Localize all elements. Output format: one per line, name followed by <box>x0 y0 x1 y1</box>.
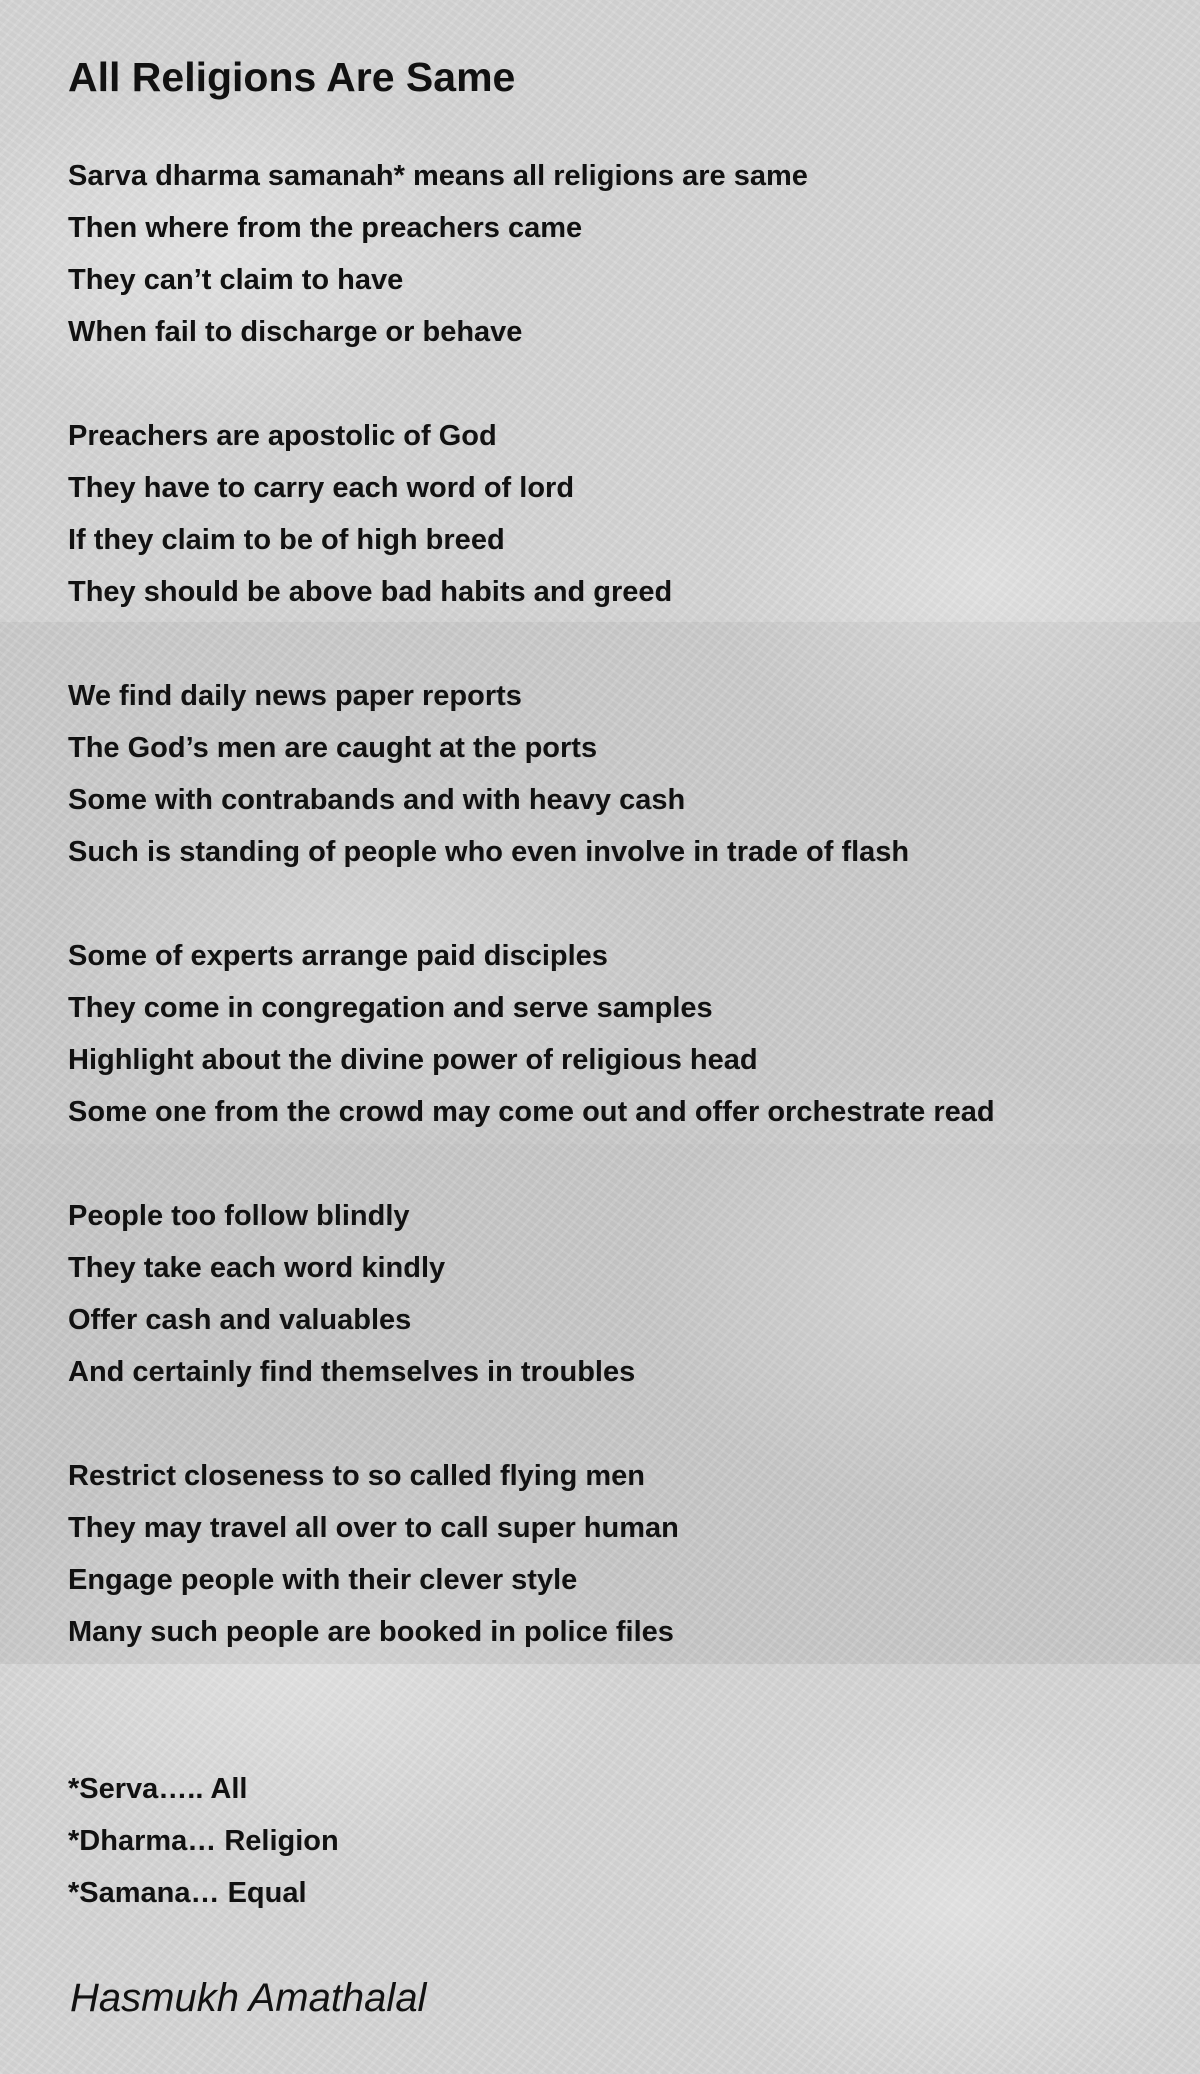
poem-line: Then where from the preachers came <box>68 212 583 244</box>
poem-title: All Religions Are Same <box>68 54 516 100</box>
poem-line: Offer cash and valuables <box>68 1304 412 1336</box>
poem-line: They take each word kindly <box>68 1252 446 1284</box>
poem-line: Such is standing of people who even involve in trade of flash <box>68 836 910 868</box>
poem-line: They can’t claim to have <box>68 264 404 296</box>
poem-line: People too follow blindly <box>68 1200 410 1232</box>
poem-body <box>68 150 995 1710</box>
poem-line: They have to carry each word of lord <box>68 472 575 504</box>
author-name: Hasmukh Amathalal <box>70 1976 427 2020</box>
poem-line: Restrict closeness to so called flying men <box>68 1460 645 1492</box>
stanza-3 <box>68 670 995 878</box>
footnotes <box>68 1763 339 1919</box>
footnote-line: *Dharma… Religion <box>68 1825 339 1857</box>
poem-line: They should be above bad habits and greed <box>68 576 673 608</box>
poem-line: Sarva dharma samanah* means all religions are same <box>68 160 808 192</box>
poem-line: The God’s men are caught at the ports <box>68 732 598 764</box>
poem-line: They may travel all over to call super human <box>68 1512 679 1544</box>
poem-line: Preachers are apostolic of God <box>68 420 497 452</box>
poem-line: Some one from the crowd may come out and offer orchestrate read <box>68 1096 995 1128</box>
poem-line: They come in congregation and serve samples <box>68 992 713 1024</box>
footnote-line: *Serva….. All <box>68 1773 248 1805</box>
poem-line: Many such people are booked in police files <box>68 1616 674 1648</box>
stanza-1 <box>68 150 995 358</box>
poem-line: If they claim to be of high breed <box>68 524 505 556</box>
poem-line: When fail to discharge or behave <box>68 316 523 348</box>
stanza-2 <box>68 410 995 618</box>
poem-line: Some with contrabands and with heavy cash <box>68 784 686 816</box>
stanza-5 <box>68 1190 995 1398</box>
poem-line: Engage people with their clever style <box>68 1564 578 1596</box>
stanza-4 <box>68 930 995 1138</box>
poem-line: And certainly find themselves in troubles <box>68 1356 636 1388</box>
stanza-6 <box>68 1450 995 1658</box>
footnote-line: *Samana… Equal <box>68 1877 307 1909</box>
poem-line: Highlight about the divine power of religious head <box>68 1044 758 1076</box>
poem-line: We find daily news paper reports <box>68 680 522 712</box>
poem-line: Some of experts arrange paid disciples <box>68 940 608 972</box>
